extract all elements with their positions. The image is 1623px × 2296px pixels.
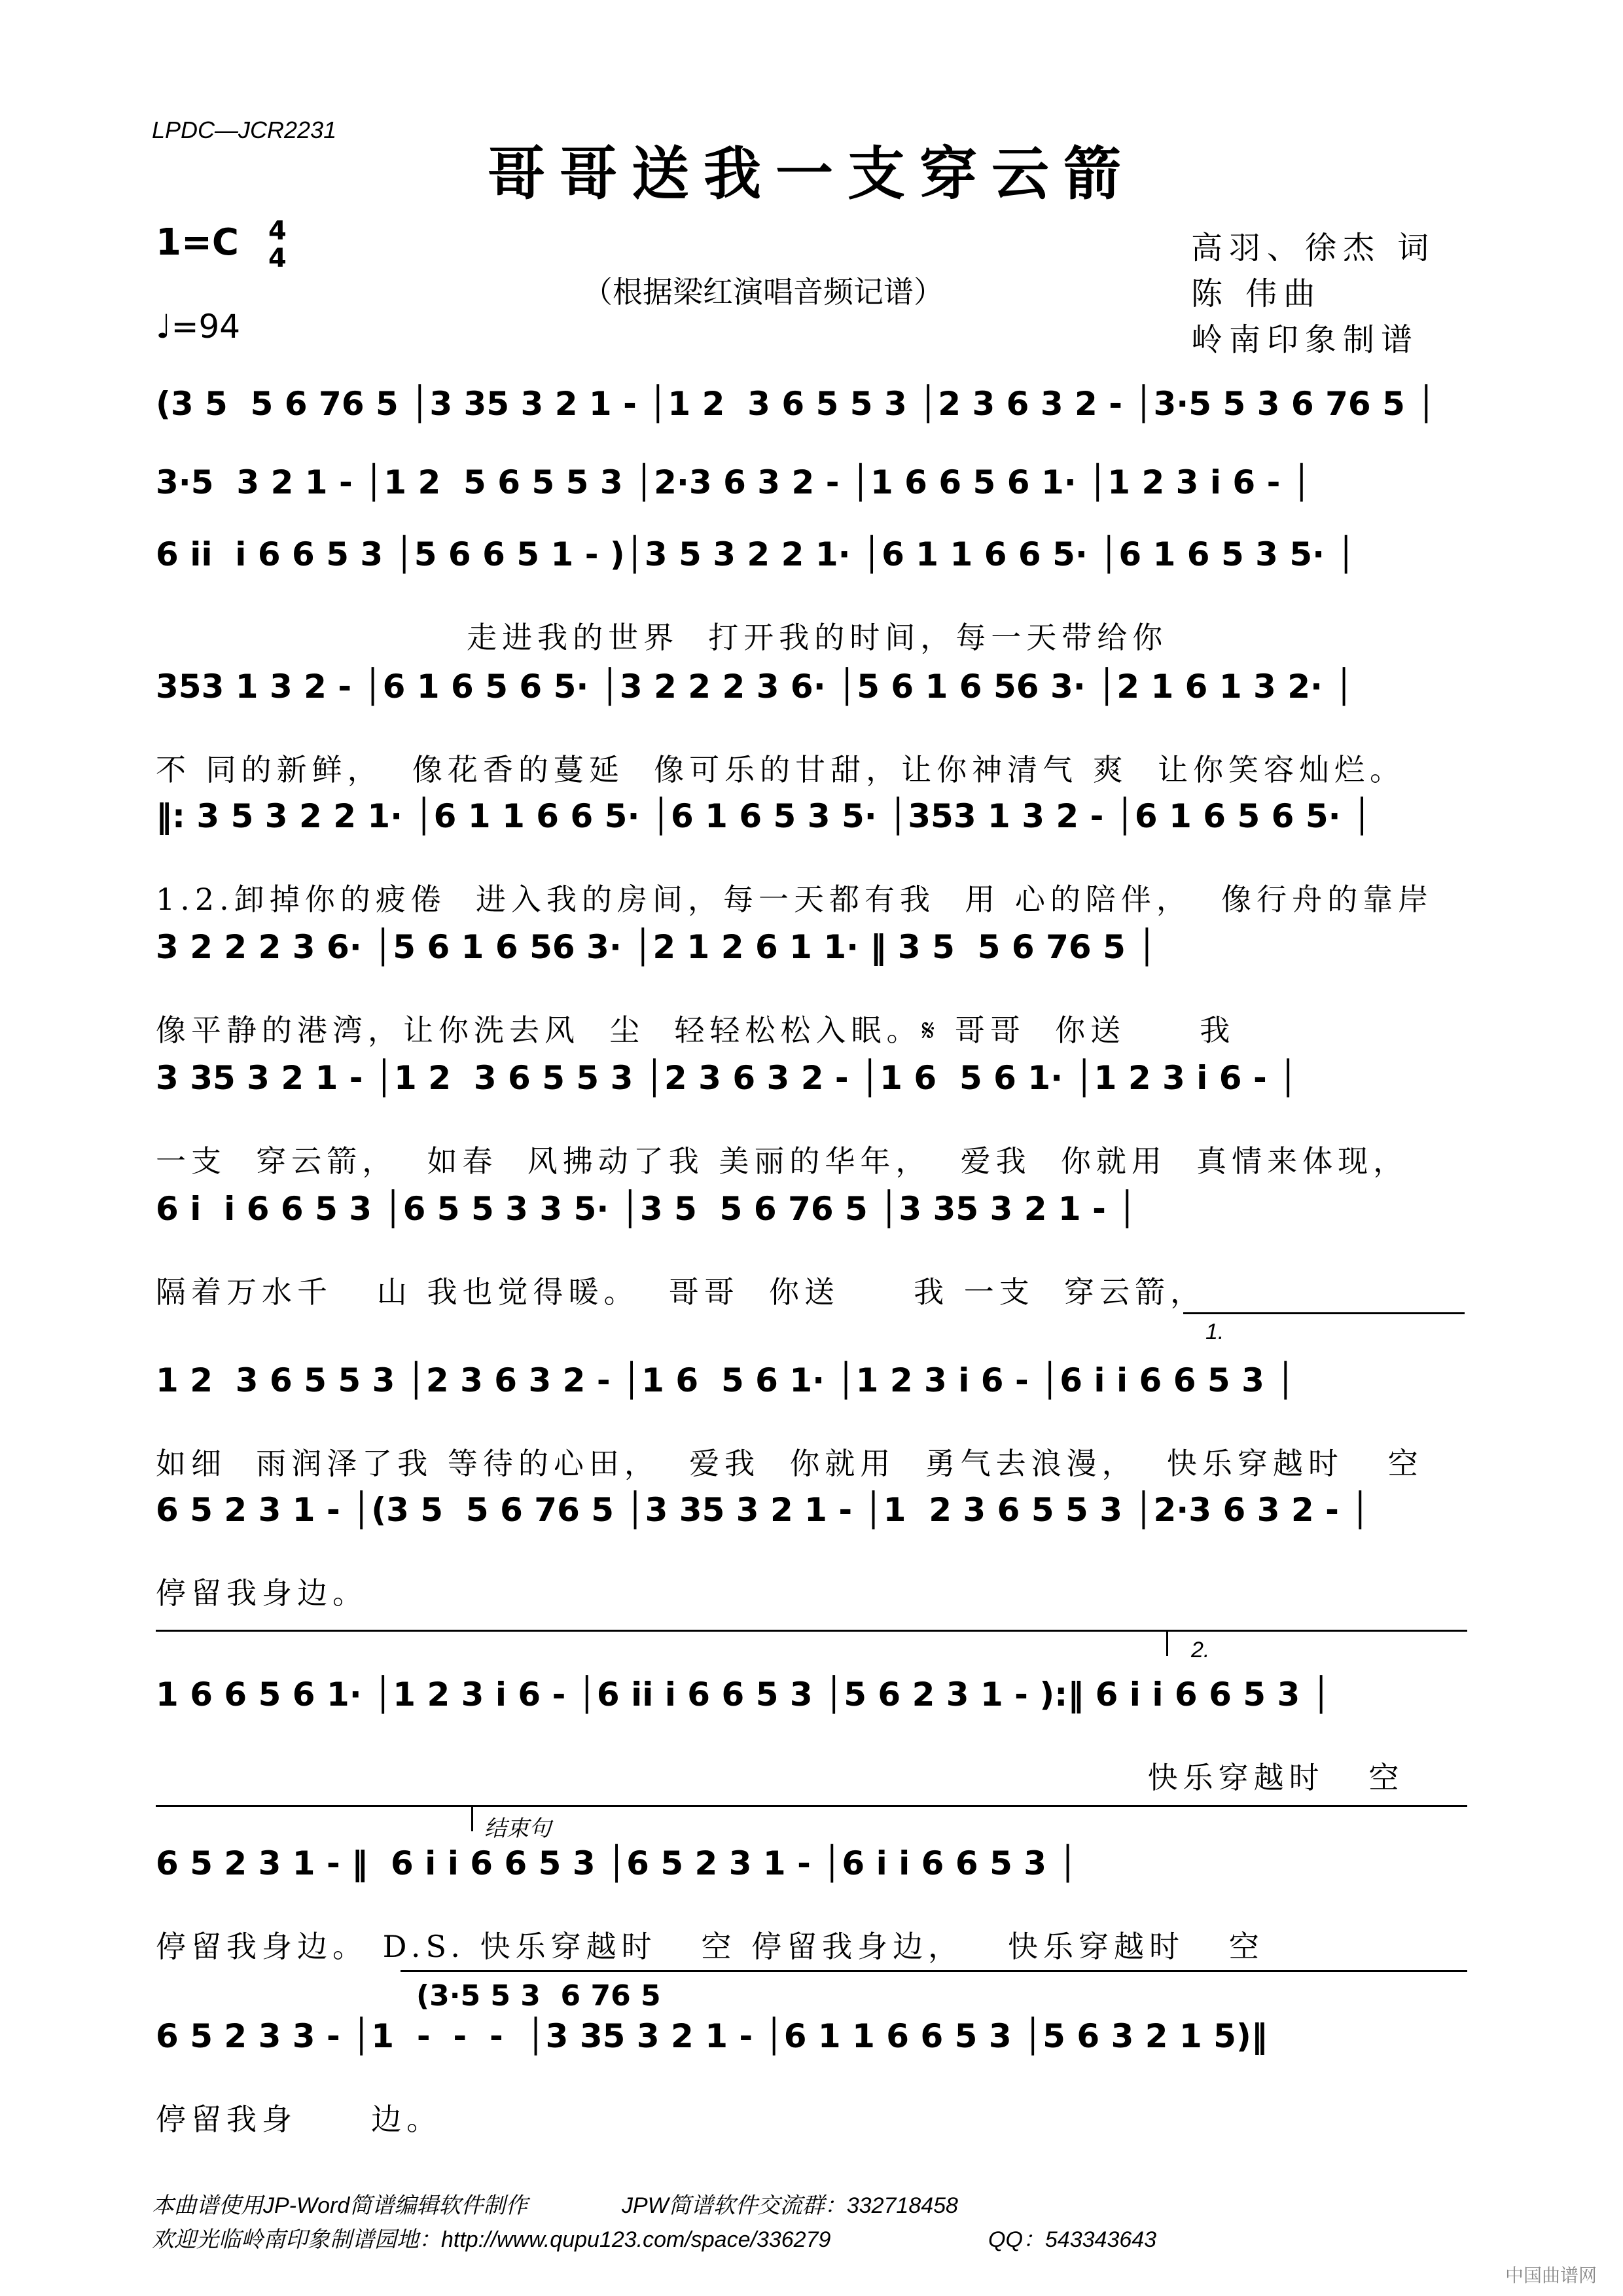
time-signature-top: 4: [268, 216, 287, 246]
upper-voice-notes: (3·5 5 3 6 76 5: [416, 1979, 661, 2013]
lyrics-line: 走进我的世界 打开我的时间，每一天带给你: [156, 620, 1168, 655]
system-rule: [156, 1805, 1467, 1807]
notation-line: 1 6 6 5 6 1· │1 2 3 i 6 - │6 ii i 6 6 5 3 │5 6 2 3 1 - ):‖ 6 i i 6 6 5 3 │: [156, 1676, 1331, 1713]
notation-line: ‖: 3 5 3 2 2 1· │6 1 1 6 6 5· │6 1 6 5 3 5· │353 1 3 2 - │6 1 6 5 6 5· │: [156, 797, 1372, 835]
lyrics-line: 一支 穿云箭， 如春 风拂动了我 美丽的华年， 爱我 你就用 真情来体现，: [156, 1143, 1409, 1179]
volta-2-hook: [1166, 1630, 1168, 1656]
ending-label: 结束句: [484, 1816, 551, 1842]
notation-line: 6 5 2 3 1 - │(3 5 5 6 76 5 │3 35 3 2 1 - │1 2 3 6 5 5 3 │2·3 6 3 2 - │: [156, 1491, 1370, 1529]
credit-transcriber: 岭南印象制谱: [1191, 321, 1419, 358]
notation-line: 3 2 2 2 3 6· │5 6 1 6 56 3· │2 1 2 6 1 1· ‖ 3 5 5 6 76 5 │: [156, 928, 1157, 966]
lyrics-line: 不 同的新鲜， 像花香的蔓延 像可乐的甘甜，让你神清气 爽 让你笑容灿烂。: [156, 752, 1405, 787]
notation-line: 353 1 3 2 - │6 1 6 5 6 5· │3 2 2 2 3 6· │5 6 1 6 56 3· │2 1 6 1 3 2· │: [156, 668, 1354, 706]
lyrics-line: 像平静的港湾，让你洗去风 尘 轻轻松松入眠。𝄋 哥哥 你送 我: [156, 1013, 1236, 1048]
notation-line: (3 5 5 6 76 5 │3 35 3 2 1 - │1 2 3 6 5 5 3 │2 3 6 3 2 - │3·5 5 3 6 76 5 │: [156, 385, 1436, 423]
lyrics-line: 1.2.卸掉你的疲倦 进入我的房间，每一天都有我 用 心的陪伴， 像行舟的靠岸: [156, 882, 1434, 917]
notation-line: 3·5 3 2 1 - │1 2 5 6 5 5 3 │2·3 6 3 2 - │1 6 6 5 6 1· │1 2 3 i 6 - │: [156, 463, 1311, 501]
notation-line: 3 35 3 2 1 - │1 2 3 6 5 5 3 │2 3 6 3 2 - │1 6 5 6 1· │1 2 3 i 6 - │: [156, 1059, 1298, 1097]
lyrics-line: 如细 雨润泽了我 等待的心田， 爱我 你就用 勇气去浪漫， 快乐穿越时 空: [156, 1446, 1423, 1481]
score-code: LPDC—JCR2231: [152, 117, 337, 143]
upper-voice-rule: [401, 1970, 1467, 1972]
time-signature: [268, 217, 287, 272]
lyrics-line: 停留我身边。 D.S. 快乐穿越时 空 停留我身边， 快乐穿越时 空: [156, 1929, 1264, 1964]
footer-software: 本曲谱使用JP-Word简谱编辑软件制作: [152, 2193, 528, 2218]
watermark-logo: 中国曲谱网: [1505, 2265, 1597, 2286]
notation-line: 6 5 2 3 1 - ‖ 6 i i 6 6 5 3 │6 5 2 3 1 - │6 i i 6 6 5 3 │: [156, 1844, 1078, 1882]
footer-group: JPW简谱软件交流群：332718458: [622, 2193, 958, 2218]
notation-line: 6 ii i 6 6 5 3 │5 6 6 5 1 - )│3 5 3 2 2 1· │6 1 1 6 6 5· │6 1 6 5 3 5· │: [156, 535, 1356, 573]
volta-2-label: 2.: [1191, 1638, 1210, 1662]
volta-1-label: 1.: [1205, 1319, 1224, 1344]
notation-line: 6 i i 6 6 5 3 │6 5 5 3 3 5· │3 5 5 6 76 5 │3 35 3 2 1 - │: [156, 1190, 1137, 1228]
credit-composer: 陈 伟曲: [1191, 276, 1322, 312]
system-rule: [156, 1630, 1467, 1632]
subtitle: （根据梁红演唱音频记谱）: [582, 274, 944, 310]
credit-lyricist: 高羽、徐杰 词: [1191, 230, 1436, 266]
score-title: 哥哥送我一支穿云箭: [487, 139, 1135, 207]
lyrics-line: 隔着万水千 山 我也觉得暖。 哥哥 你送 我 一支 穿云箭，: [156, 1274, 1205, 1310]
footer-website: 欢迎光临岭南印象制谱园地：http://www.qupu123.com/space/336279: [152, 2227, 831, 2252]
lyrics-line: 停留我身 边。: [156, 2102, 442, 2137]
footer-qq: QQ：543343643: [988, 2227, 1157, 2252]
lyrics-line: 停留我身边。: [156, 1575, 368, 1611]
notation-line: 1 2 3 6 5 5 3 │2 3 6 3 2 - │1 6 5 6 1· │1 2 3 i 6 - │6 i i 6 6 5 3 │: [156, 1361, 1296, 1399]
ending-bracket-hook: [471, 1805, 473, 1831]
time-signature-bottom: 4: [268, 243, 287, 274]
volta-1-bracket: [1183, 1312, 1465, 1314]
lyrics-line: 快乐穿越时 空: [156, 1760, 1404, 1795]
notation-line: 6 5 2 3 3 - │1 - - - │3 35 3 2 1 - │6 1 1 6 6 5 3 │5 6 3 2 1 5)‖: [156, 2017, 1268, 2055]
tempo-marking: ♩=94: [156, 308, 241, 346]
key-signature: 1=C: [156, 221, 239, 264]
